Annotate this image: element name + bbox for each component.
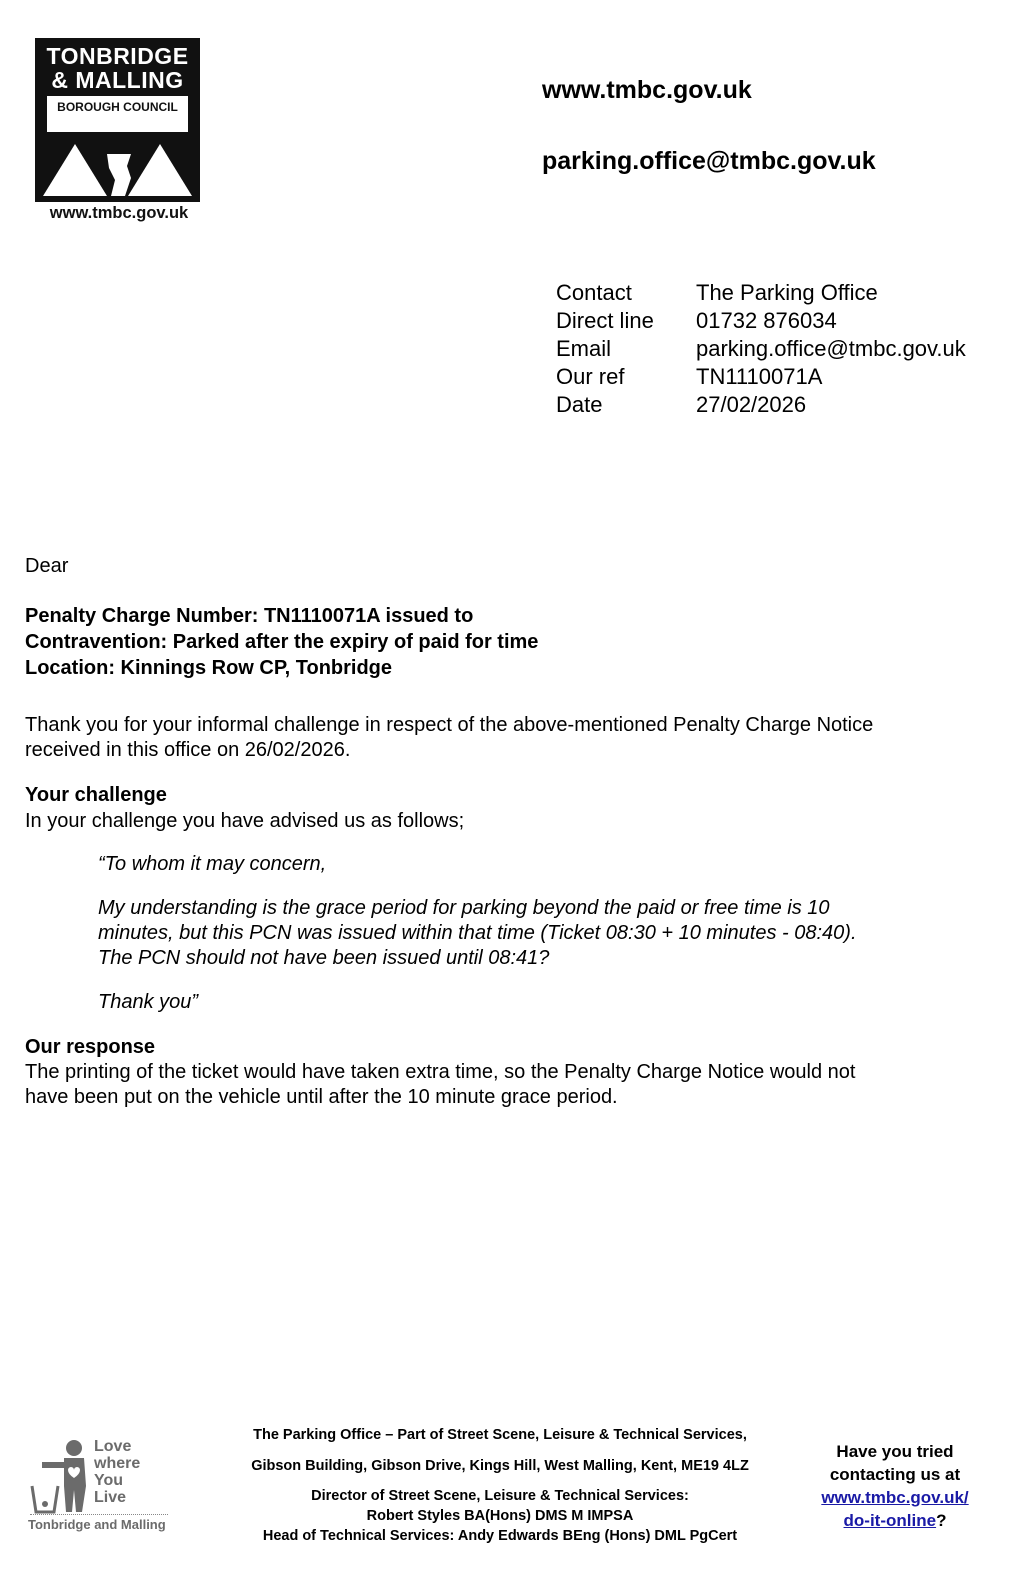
direct-line-label: Direct line [556,308,654,333]
email-value: parking.office@tmbc.gov.uk [696,336,966,361]
contact-value: The Parking Office [696,280,878,305]
location-line: Location: Kinnings Row CP, Tonbridge [25,657,393,679]
footer-director-name: Robert Styles BA(Hons) DMS M IMPSA [366,1508,634,1524]
footer-address [205,1425,795,1546]
footer-head-technical: Head of Technical Services: Andy Edwards BEng (Hons) DML PgCert [262,1528,738,1544]
footer-address-line: Gibson Building, Gibson Drive, Kings Hill, West Malling, Kent, ME19 4LZ [251,1458,749,1474]
logo-band-text: BOROUGH COUNCIL [57,100,178,114]
email-row [556,335,966,363]
direct-line-value: 01732 876034 [696,308,837,333]
lwyl-divider [30,1514,168,1515]
promo-question-mark: ? [936,1511,947,1530]
bin-person-icon [28,1436,94,1514]
contact-label: Contact [556,280,632,305]
header-email-link[interactable]: parking.office@tmbc.gov.uk [542,147,876,175]
lwyl-org: Tonbridge and Malling [28,1517,166,1532]
quote-line-3: The PCN should not have been issued until 08:41? [98,947,550,969]
do-it-online-link-part-1[interactable]: www.tmbc.gov.uk/ [821,1488,969,1507]
love-where-you-live-logo [28,1436,173,1536]
date-row [556,391,966,419]
our-ref-value: TN1110071A [696,364,823,389]
council-logo [35,38,200,202]
direct-line-row [556,307,966,335]
header-website-link[interactable]: www.tmbc.gov.uk [542,76,752,104]
lwyl-word-you: You [94,1472,124,1489]
our-ref-row [556,363,966,391]
salutation: Dear [25,555,69,577]
lwyl-word-love: Love [94,1438,132,1455]
response-line-2: have been put on the vehicle until after the 10 minute grace period. [25,1086,618,1108]
quote-line-2: minutes, but this PCN was issued within that time (Ticket 08:30 + 10 minutes - 08:40). [98,922,857,944]
footer-director-title: Director of Street Scene, Leisure & Technical Services: [311,1488,689,1504]
logo-line-2: & MALLING [51,67,184,93]
date-label: Date [556,392,603,417]
logo-website: www.tmbc.gov.uk [49,204,189,222]
intro-line-2: received in this office on 26/02/2026. [25,739,351,761]
contact-details [556,279,966,419]
quote-closing: Thank you” [98,991,199,1013]
pcn-line: Penalty Charge Number: TN1110071A issued to [25,605,474,627]
our-ref-label: Our ref [556,364,625,389]
footer-office-line: The Parking Office – Part of Street Scene, Leisure & Technical Services, [253,1427,747,1443]
logo-castle-icon [35,118,200,202]
challenge-intro: In your challenge you have advised us as follows; [25,810,465,832]
contravention-line: Contravention: Parked after the expiry of paid for time [25,631,539,653]
lwyl-word-where: where [94,1455,141,1472]
quote-opening: “To whom it may concern, [98,853,327,875]
promo-line-1: Have you tried [836,1442,954,1461]
do-it-online-link-part-2[interactable]: do-it-online [843,1511,937,1530]
email-label: Email [556,336,612,361]
intro-line-1: Thank you for your informal challenge in respect of the above-mentioned Penalty Charge Notice [25,714,874,736]
challenge-heading: Your challenge [25,784,167,806]
contact-row [556,279,966,307]
do-it-online-promo [800,1440,990,1532]
promo-line-2: contacting us at [829,1465,961,1484]
response-line-1: The printing of the ticket would have taken extra time, so the Penalty Charge Notice would not [25,1061,856,1083]
logo-line-1: TONBRIDGE [46,43,189,69]
response-heading: Our response [25,1036,156,1058]
quote-line-1: My understanding is the grace period for parking beyond the paid or free time is 10 [98,897,830,919]
date-value: 27/02/2026 [696,392,807,417]
lwyl-word-live: Live [94,1489,127,1506]
